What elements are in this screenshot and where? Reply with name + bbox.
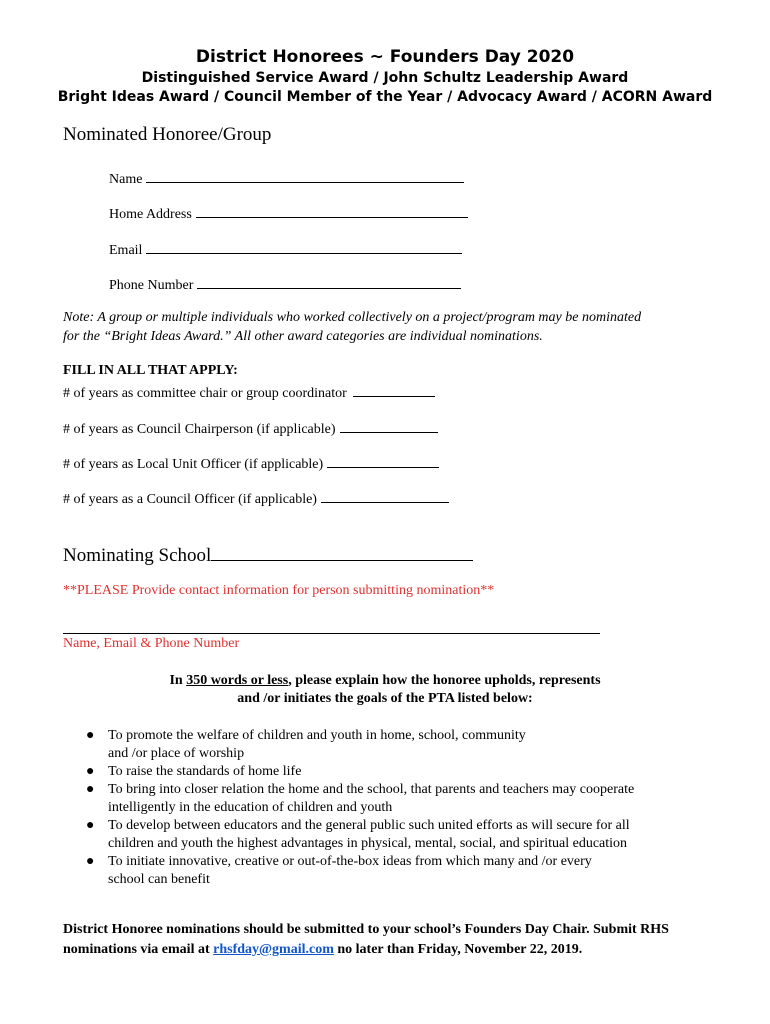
name-field[interactable] — [109, 168, 464, 188]
contact-info-prompt: **PLEASE Provide contact information for person submitting nomination** — [63, 583, 495, 598]
bullet-icon: ● — [86, 782, 95, 797]
years-committee-chair-label: # of years as committee chair or group coordinator — [63, 386, 347, 401]
phone-number-label: Phone Number — [109, 278, 194, 293]
years-council-chairperson-label: # of years as Council Chairperson (if applicable) — [63, 422, 336, 437]
years-committee-chair-blank-line[interactable] — [353, 382, 435, 397]
years-local-unit-officer-label: # of years as Local Unit Officer (if applicable) — [63, 457, 324, 472]
bullet-icon: ● — [86, 764, 95, 779]
goal-text: To bring into closer relation the home and the school, that parents and teachers may cooperate intelligently in the education of children and youth — [108, 782, 635, 815]
form-title: District Honorees ~ Founders Day 2020 — [195, 47, 575, 67]
award-list-line-2: Bright Ideas Award / Council Member of the Year / Advocacy Award / ACORN Award — [57, 89, 713, 105]
goal-text: To initiate innovative, creative or out-of-the-box ideas from which many and /or every school can benefit — [108, 854, 592, 887]
phone-number-blank-line[interactable] — [197, 274, 461, 289]
submission-text-2: no later than Friday, November 22, 2019. — [333, 942, 583, 957]
note-line-2: for the “Bright Ideas Award.” All other award categories are individual nominations. — [63, 329, 543, 344]
name-blank-line[interactable] — [146, 168, 464, 183]
name-label: Name — [109, 172, 143, 187]
years-council-chairperson-blank-line[interactable] — [340, 418, 438, 433]
home-address-blank-line[interactable] — [196, 203, 468, 218]
nominee-heading: Nominated Honoree/Group — [63, 124, 272, 145]
nominating-school-label: Nominating School — [63, 545, 212, 566]
group-nomination-note — [63, 308, 641, 346]
word-limit: 350 words or less — [186, 673, 289, 688]
essay-prefix: In — [169, 673, 187, 688]
years-committee-chair-field[interactable] — [63, 382, 435, 402]
list-item — [86, 853, 634, 889]
pta-goals-list — [86, 727, 634, 889]
home-address-label: Home Address — [109, 207, 192, 222]
submission-text-1: District Honoree nominations should be submitted to your school’s Founders Day Chair. Submit RHS nominations via email at — [63, 922, 669, 957]
years-council-chairperson-field[interactable] — [63, 418, 438, 438]
submission-email-link[interactable]: rhsfday@gmail.com — [213, 942, 334, 957]
note-line-1: Note: A group or multiple individuals who worked collectively on a project/program may be nominated — [63, 310, 642, 325]
contact-info-blank-line[interactable] — [63, 633, 600, 634]
goal-text: To raise the standards of home life — [108, 764, 302, 779]
goal-text: To promote the welfare of children and youth in home, school, community and /or place of worship — [108, 728, 526, 761]
home-address-field[interactable] — [109, 203, 468, 223]
bullet-icon: ● — [86, 818, 95, 833]
nominating-school-blank-line[interactable] — [211, 543, 473, 561]
list-item — [86, 817, 634, 853]
list-item — [86, 763, 634, 781]
essay-instructions-line-1 — [0, 673, 770, 689]
years-council-officer-field[interactable] — [63, 488, 449, 508]
submission-instructions — [63, 920, 723, 960]
years-council-officer-blank-line[interactable] — [321, 488, 449, 503]
email-blank-line[interactable] — [146, 239, 462, 254]
phone-number-field[interactable] — [109, 274, 461, 294]
goal-text: To develop between educators and the general public such united efforts as will secure for all children and youth the highest advantages in physical, mental, social, and spiritual education — [108, 818, 630, 851]
email-field[interactable] — [109, 239, 462, 259]
bullet-icon: ● — [86, 854, 95, 869]
years-council-officer-label: # of years as a Council Officer (if applicable) — [63, 492, 317, 507]
bullet-icon: ● — [86, 728, 95, 743]
years-local-unit-officer-blank-line[interactable] — [327, 453, 439, 468]
contact-info-label: Name, Email & Phone Number — [63, 636, 240, 651]
list-item — [86, 781, 634, 817]
essay-suffix: , please explain how the honoree upholds, represents — [288, 673, 601, 688]
essay-instructions-line-2: and /or initiates the goals of the PTA listed below: — [237, 691, 533, 706]
award-list-line-1: Distinguished Service Award / John Schultz Leadership Award — [141, 70, 629, 86]
fill-in-heading: FILL IN ALL THAT APPLY: — [63, 363, 238, 378]
years-local-unit-officer-field[interactable] — [63, 453, 439, 473]
nominating-school-field[interactable] — [63, 543, 473, 567]
email-label: Email — [109, 243, 143, 258]
list-item — [86, 727, 634, 763]
